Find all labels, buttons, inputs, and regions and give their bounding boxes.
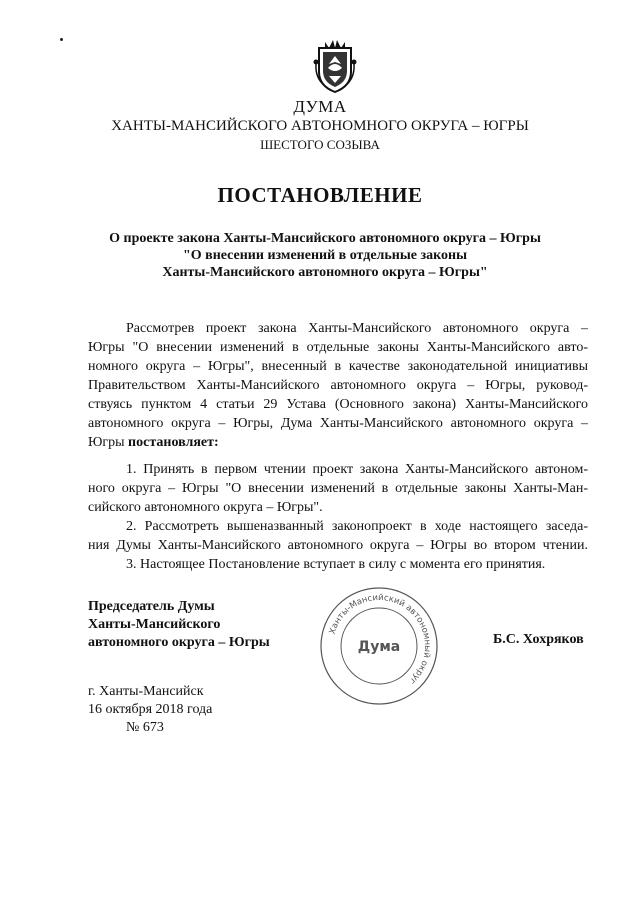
scan-speck — [60, 38, 63, 41]
document-footer — [88, 683, 212, 737]
item-line: 1. Принять в первом чтении проект закона Ханты-Мансийского автоном- — [126, 462, 588, 477]
subject-line: Ханты-Мансийского автономного округа – Югры" — [162, 265, 488, 280]
subject-line: О проекте закона Ханты-Мансийского автономного округа – Югры — [109, 231, 541, 246]
stamp-center-text: Дума — [357, 639, 401, 655]
document-subject — [80, 230, 570, 281]
signatory-title-line: Председатель Думы — [88, 599, 215, 614]
issue-date: 16 октября 2018 года — [88, 702, 213, 717]
body-text: Югры — [88, 435, 125, 450]
resolution-items — [88, 460, 588, 574]
body-line: автономного округа – Югры, Дума Ханты-Мансийского автономного округа – — [88, 416, 588, 431]
item-line: 2. Рассмотреть вышеназванный законопроект в ходе настоящего заседа- — [126, 519, 588, 534]
body-line: Правительством Ханты-Мансийского автономного округа – Югры, руковод- — [88, 378, 588, 393]
org-convocation: ШЕСТОГО СОЗЫВА — [260, 137, 380, 152]
body-line: ствуясь пунктом 4 статьи 29 Устава (Основного закона) Ханты-Мансийского — [88, 397, 588, 412]
place-of-issue: г. Ханты-Мансийск — [88, 684, 204, 699]
body-line: Югры "О внесении изменений в отдельные законы Ханты-Мансийского авто- — [88, 340, 588, 355]
resolution-keyword: постановляет: — [128, 435, 219, 450]
stamp-ring-text: Ханты-Мансийский автономный округ — [327, 592, 433, 686]
signatory-title — [88, 598, 270, 652]
official-stamp — [318, 585, 440, 707]
body-line — [88, 433, 588, 452]
signatory-name: Б.С. Хохряков — [493, 632, 584, 647]
body-line: номного округа – Югры", внесенный в качестве законодательной инициативы — [88, 359, 588, 374]
document-type: ПОСТАНОВЛЕНИЕ — [217, 183, 423, 207]
body-line: Рассмотрев проект закона Ханты-Мансийского автономного округа – — [126, 321, 588, 336]
item-line: 3. Настоящее Постановление вступает в силу с момента его принятия. — [126, 557, 546, 572]
signatory-title-line: Ханты-Мансийского — [88, 617, 221, 632]
signatory-title-line: автономного округа – Югры — [88, 635, 270, 650]
item-line: ного округа – Югры "О внесении изменений в отдельные законы Ханты-Ман- — [88, 481, 588, 496]
document-number: № 673 — [126, 720, 164, 735]
org-region: ХАНТЫ-МАНСИЙСКОГО АВТОНОМНОГО ОКРУГА – ЮГРЫ — [111, 118, 529, 134]
item-line: сийского автономного округа – Югры". — [88, 500, 323, 515]
subject-line: "О внесении изменений в отдельные законы — [182, 248, 468, 263]
preamble-paragraph — [88, 319, 588, 452]
org-name: ДУМА — [293, 97, 347, 116]
coat-of-arms-icon — [313, 38, 357, 94]
item-line: ния Думы Ханты-Мансийского автономного округа – Югры во втором чтении. — [88, 538, 588, 553]
